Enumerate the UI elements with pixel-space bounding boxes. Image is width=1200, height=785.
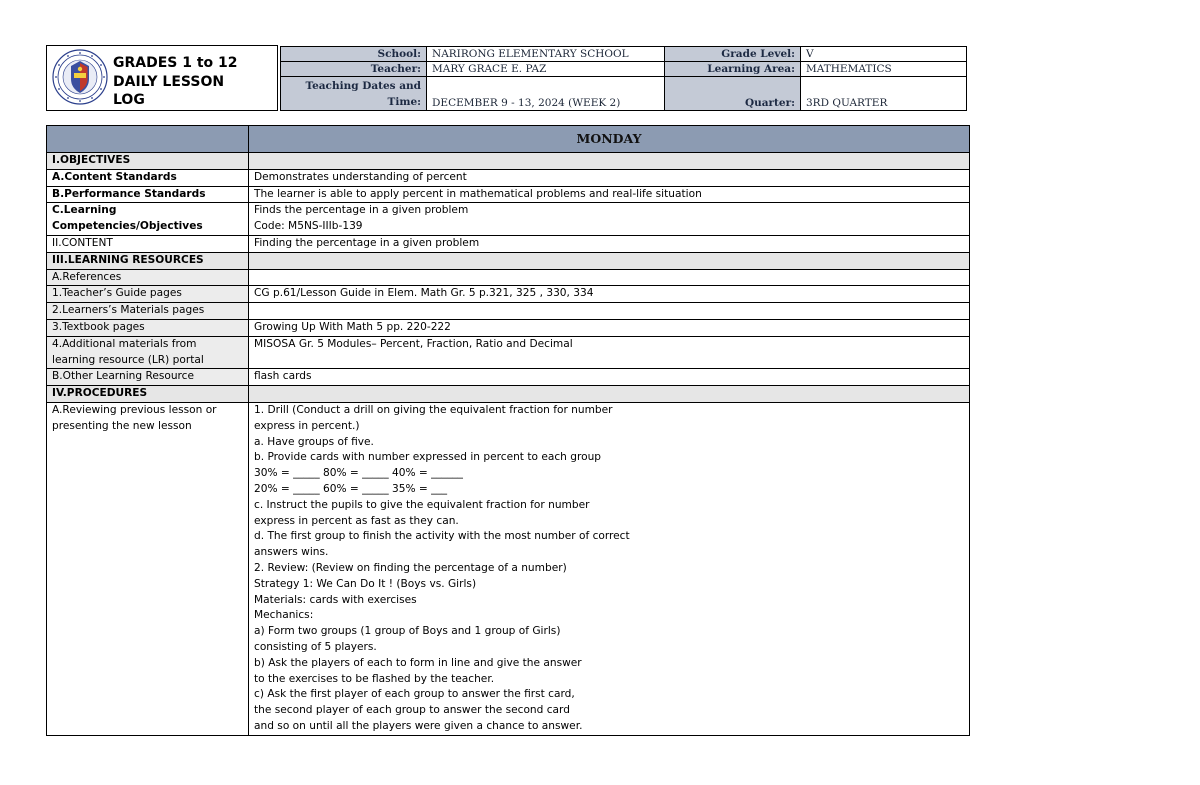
additional-materials-value: MISOSA Gr. 5 Modules– Percent, Fraction, Ratio and Decimal bbox=[249, 336, 970, 369]
title-block bbox=[46, 45, 278, 111]
day-label: MONDAY bbox=[249, 126, 970, 153]
additional-materials-label bbox=[47, 336, 249, 369]
dates-label-line: Time: bbox=[387, 96, 421, 108]
school-label: School: bbox=[281, 47, 427, 62]
table-row bbox=[47, 369, 970, 386]
lesson-log-table bbox=[46, 125, 970, 736]
learning-area-value: MATHEMATICS bbox=[801, 62, 967, 77]
dates-label bbox=[281, 77, 427, 111]
performance-standards-label: B.Performance Standards bbox=[47, 186, 249, 203]
other-resource-label: B.Other Learning Resource bbox=[47, 369, 249, 386]
table-row bbox=[47, 336, 970, 369]
procedure-line: b. Provide cards with number expressed in percent to each group bbox=[254, 451, 602, 464]
procedure-line: Materials: cards with exercises bbox=[254, 593, 417, 606]
procedure-line: a. Have groups of five. bbox=[254, 435, 374, 448]
content-standards-value: Demonstrates understanding of percent bbox=[249, 169, 970, 186]
table-row bbox=[47, 269, 970, 286]
procedure-line: c) Ask the first player of each group to answer the first card, bbox=[254, 688, 575, 701]
procedure-line: c. Instruct the pupils to give the equivalent fraction for number bbox=[254, 498, 590, 511]
title-line: LOG bbox=[113, 92, 145, 108]
competencies-line: Code: M5NS-IIIb-139 bbox=[254, 220, 363, 233]
table-row bbox=[47, 235, 970, 252]
textbook-value: Growing Up With Math 5 pp. 220-222 bbox=[249, 319, 970, 336]
procedure-line: 1. Drill (Conduct a drill on giving the equivalent fraction for number bbox=[254, 403, 613, 416]
other-resource-value: flash cards bbox=[249, 369, 970, 386]
table-row bbox=[47, 319, 970, 336]
deped-seal-icon bbox=[52, 49, 108, 105]
learning-resources-label: III.LEARNING RESOURCES bbox=[47, 252, 249, 269]
procedure-line: 2. Review: (Review on finding the percentage of a number) bbox=[254, 561, 567, 574]
grade-level-value: V bbox=[801, 47, 967, 62]
procedure-line: answers wins. bbox=[254, 546, 329, 559]
learners-materials-value bbox=[249, 303, 970, 320]
teachers-guide-label: 1.Teacher’s Guide pages bbox=[47, 286, 249, 303]
grade-level-label: Grade Level: bbox=[665, 47, 801, 62]
competencies-label bbox=[47, 203, 249, 236]
day-header-row bbox=[47, 126, 970, 153]
reviewing-label-line: presenting the new lesson bbox=[52, 419, 192, 432]
learners-materials-label: 2.Learners’s Materials pages bbox=[47, 303, 249, 320]
procedure-line: Mechanics: bbox=[254, 609, 314, 622]
references-label: A.References bbox=[47, 269, 249, 286]
competencies-label-line: Competencies/Objectives bbox=[52, 220, 203, 233]
teacher-label: Teacher: bbox=[281, 62, 427, 77]
table-row bbox=[47, 252, 970, 269]
table-row bbox=[47, 386, 970, 403]
procedure-line: Strategy 1: We Can Do It ! (Boys vs. Girls) bbox=[254, 577, 477, 590]
content-label: II.CONTENT bbox=[47, 235, 249, 252]
teachers-guide-value: CG p.61/Lesson Guide in Elem. Math Gr. 5 p.321, 325 , 330, 334 bbox=[249, 286, 970, 303]
table-row bbox=[47, 169, 970, 186]
dates-value: DECEMBER 9 - 13, 2024 (WEEK 2) bbox=[427, 77, 665, 111]
reviewing-label-line: A.Reviewing previous lesson or bbox=[52, 403, 217, 416]
competencies-value bbox=[249, 203, 970, 236]
procedures-value bbox=[249, 386, 970, 403]
quarter-label: Quarter: bbox=[665, 77, 801, 111]
performance-standards-value: The learner is able to apply percent in mathematical problems and real-life situation bbox=[249, 186, 970, 203]
table-row bbox=[47, 286, 970, 303]
table-row bbox=[47, 402, 970, 735]
table-row bbox=[47, 153, 970, 170]
objectives-value bbox=[249, 153, 970, 170]
objectives-label: I.OBJECTIVES bbox=[47, 153, 249, 170]
procedure-line: b) Ask the players of each to form in line and give the answer bbox=[254, 656, 582, 669]
header-blank-cell bbox=[47, 126, 249, 153]
procedure-line: a) Form two groups (1 group of Boys and 1 group of Girls) bbox=[254, 625, 561, 638]
procedure-line: express in percent as fast as they can. bbox=[254, 514, 459, 527]
competencies-label-line: C.Learning bbox=[52, 204, 117, 217]
learning-resources-value bbox=[249, 252, 970, 269]
procedure-line: and so on until all the players were given a chance to answer. bbox=[254, 719, 583, 732]
additional-label-line: 4.Additional materials from bbox=[52, 337, 197, 350]
table-row bbox=[47, 186, 970, 203]
content-standards-label: A.Content Standards bbox=[47, 169, 249, 186]
procedure-line: 30% = _____ 80% = _____ 40% = ______ bbox=[254, 467, 463, 480]
table-row bbox=[47, 203, 970, 236]
header-info-table bbox=[280, 46, 967, 111]
reviewing-label bbox=[47, 402, 249, 735]
table-row bbox=[47, 303, 970, 320]
procedures-label: IV.PROCEDURES bbox=[47, 386, 249, 403]
dates-label-line: Teaching Dates and bbox=[305, 80, 421, 92]
learning-area-label: Learning Area: bbox=[665, 62, 801, 77]
content-value: Finding the percentage in a given problem bbox=[249, 235, 970, 252]
references-value bbox=[249, 269, 970, 286]
procedure-line: d. The first group to finish the activity with the most number of correct bbox=[254, 530, 630, 543]
procedure-line: express in percent.) bbox=[254, 419, 360, 432]
additional-label-line: learning resource (LR) portal bbox=[52, 353, 204, 366]
school-value: NARIRONG ELEMENTARY SCHOOL bbox=[427, 47, 665, 62]
teacher-value: MARY GRACE E. PAZ bbox=[427, 62, 665, 77]
procedure-line: consisting of 5 players. bbox=[254, 640, 377, 653]
competencies-line: Finds the percentage in a given problem bbox=[254, 204, 469, 217]
page-title bbox=[113, 54, 238, 110]
quarter-value: 3RD QUARTER bbox=[801, 77, 967, 111]
procedure-line: to the exercises to be flashed by the teacher. bbox=[254, 672, 495, 685]
title-line: GRADES 1 to 12 bbox=[113, 55, 238, 71]
title-line: DAILY LESSON bbox=[113, 73, 225, 90]
procedure-line: the second player of each group to answer the second card bbox=[254, 704, 570, 717]
procedure-text bbox=[249, 402, 970, 735]
procedure-line: 20% = _____ 60% = _____ 35% = ___ bbox=[254, 482, 448, 495]
textbook-label: 3.Textbook pages bbox=[47, 319, 249, 336]
